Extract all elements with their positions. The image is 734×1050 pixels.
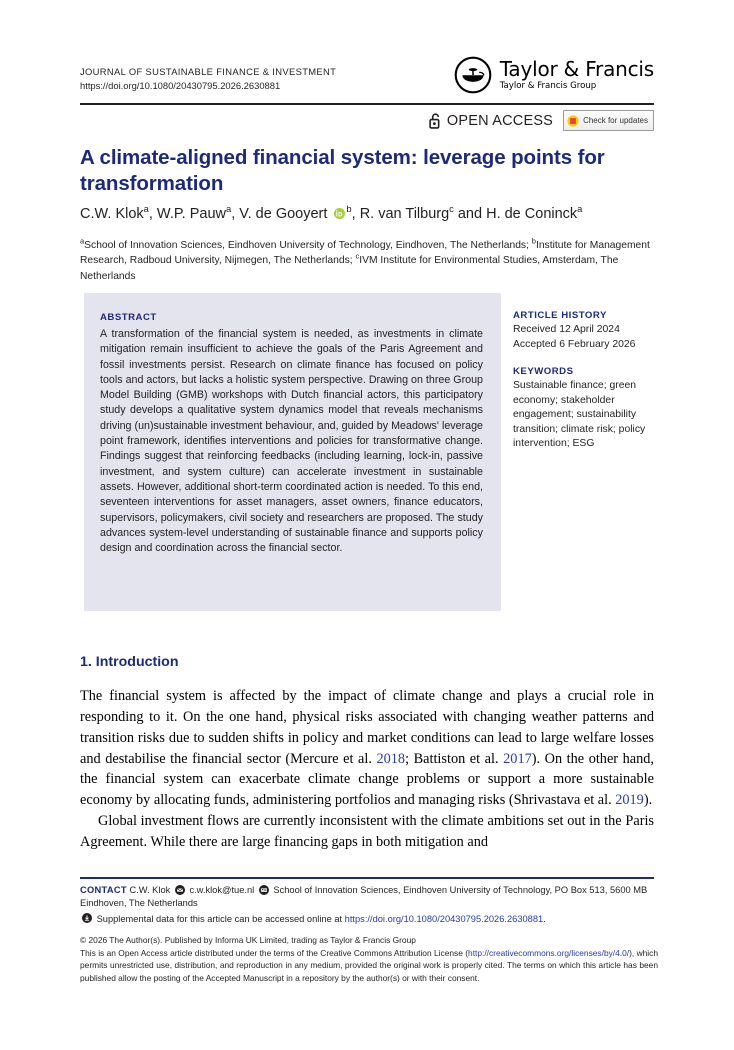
abstract-text: A transformation of the financial system is needed, as investments in climate mitigation remain insufficient to achieve the goals of the Paris Agreement and fossil investments persist. Research on climate finance has focused on policy tools and actors, but lacks a holistic system perspective. Drawing on three Group Model Building (GMB) workshops with Dutch financial actors, this participatory study develops a qualitative system dynamics model that reveals mechanisms driving (un)sustainable investment behaviour, and, guided by Meadows' leverage point framework, identifies interventions and policies for transformative change. Findings suggest that reinforcing feedbacks (including learning, lock-in, passive investment, and system culture) can accelerate investment in sustainable assets. However, additional short-term coordinated action is needed. To this end, seventeen interventions for asset managers, asset owners, finance educators, supervisors, policymakers, civil society and researchers are proposed. The study advances system-level understanding of sustainable finance and supports policy design and coordination across the financial sector. xyxy=(100,328,483,555)
contact-name: C.W. Klok xyxy=(129,885,171,895)
abstract-heading: ABSTRACT xyxy=(100,312,157,323)
page-footer xyxy=(80,884,658,985)
journal-doi[interactable]: https://doi.org/10.1080/20430795.2026.2630881 xyxy=(80,80,281,91)
intro-paragraph-2: Global investment flows are currently inconsistent with the climate ambitions set out in the Paris Agreement. While there are large financing gaps in both mitigation and xyxy=(80,813,654,851)
taylor-francis-logo xyxy=(454,56,654,94)
publisher-name: Taylor & Francis xyxy=(499,57,654,82)
page-header xyxy=(80,56,654,104)
taylor-francis-wordmark xyxy=(500,59,654,91)
author-list: C.W. Klok$^a$, W.P. Pauw$^a$, V. de Gooyert $^b$, R. van Tilburg$^c$ and H. de Coninck$^a$ xyxy=(80,203,583,222)
received-date: Received 12 April 2024 xyxy=(513,324,620,335)
publisher-group: Taylor & Francis Group xyxy=(499,81,597,92)
accepted-date: Accepted 6 February 2026 xyxy=(513,338,636,350)
license-link[interactable]: http://creativecommons.org/licenses/by/4.0/ xyxy=(468,947,630,958)
check-for-updates-label: Check for updates xyxy=(583,116,648,125)
contact-keyword: CONTACT xyxy=(80,885,127,895)
article-history-heading: ARTICLE HISTORY xyxy=(513,310,607,321)
taylor-francis-lamp-icon xyxy=(454,56,492,94)
abstract-panel xyxy=(84,293,501,611)
copyright-line: © 2026 The Author(s). Published by Informa UK Limited, trading as Taylor & Francis Group xyxy=(80,934,416,945)
envelope-icon xyxy=(175,885,185,895)
open-access-row xyxy=(429,110,654,131)
introduction-body xyxy=(80,686,654,853)
license-part-2: ), which permits unrestricted use, distribution, and reproduction in any medium, provided the original work is properly cited. The terms on which this article has been published allow the posting of the Accepted Manuscript in a repository by the author(s) or with their consent. xyxy=(80,947,658,984)
address-card-icon xyxy=(259,885,269,895)
contact-line xyxy=(80,884,658,911)
license-part-1: This is an Open Access article distributed under the terms of the Creative Commons Attribution License ( xyxy=(80,947,469,958)
journal-identity xyxy=(80,66,336,91)
orcid-icon[interactable] xyxy=(334,208,345,219)
header-divider xyxy=(80,103,654,105)
intro-paragraph-1: The financial system is affected by the impact of climate change and plays a crucial role in responding to it. On the one hand, physical risks associated with changing weather patterns and transition risks due to sudden shifts in policy and market conditions can lead to large welfare losses and destabilise the financial sector (Mercure et al. 2018; Battiston et al. 2017). On the other hand, the financial system can exacerbate climate change problems or support a more sustainable economy by allocating funds, administering portfolios and managing risks (Shrivastava et al. 2019). xyxy=(80,688,654,809)
license-text xyxy=(80,947,658,985)
supplemental-link[interactable]: https://doi.org/10.1080/20430795.2026.2630881 xyxy=(344,913,544,924)
keywords-heading: KEYWORDS xyxy=(513,366,574,378)
supplemental-data-line xyxy=(80,913,658,927)
crossmark-icon xyxy=(567,115,579,127)
section-heading-introduction: 1. Introduction xyxy=(80,654,179,670)
contact-address: School of Innovation Sciences, Eindhoven University of Technology, PO Box 513, 5600 MB Eindhoven, The Netherlands xyxy=(80,885,648,909)
contact-email[interactable]: c.w.klok@tue.nl xyxy=(189,885,255,895)
unlock-icon xyxy=(429,112,442,129)
affiliations: $^a$School of Innovation Sciences, Eindhoven University of Technology, Eindhoven, The Netherlands; $^b$Institute for Management Research, Radboud University, Nijmegen, The Netherlands; $^c$IVM Institute for Environmental Studies, Amsterdam, The Netherlands xyxy=(80,236,650,282)
keywords-list: Sustainable finance; green economy; stakeholder engagement; sustainability transition; climate risk; policy intervention; ESG xyxy=(513,380,646,450)
footer-divider xyxy=(80,877,654,879)
supplemental-suffix: . xyxy=(543,913,546,924)
supplemental-data-icon xyxy=(82,913,92,923)
journal-title: JOURNAL OF SUSTAINABLE FINANCE & INVESTMENT xyxy=(80,66,337,77)
open-access-badge xyxy=(429,112,553,129)
check-for-updates-button[interactable] xyxy=(563,110,654,131)
page-title: A climate-aligned financial system: leverage points for transformation xyxy=(80,146,605,196)
article-metadata xyxy=(513,310,653,452)
open-access-label: OPEN ACCESS xyxy=(446,112,554,129)
supplemental-text: Supplemental data for this article can be accessed online at xyxy=(96,913,345,924)
